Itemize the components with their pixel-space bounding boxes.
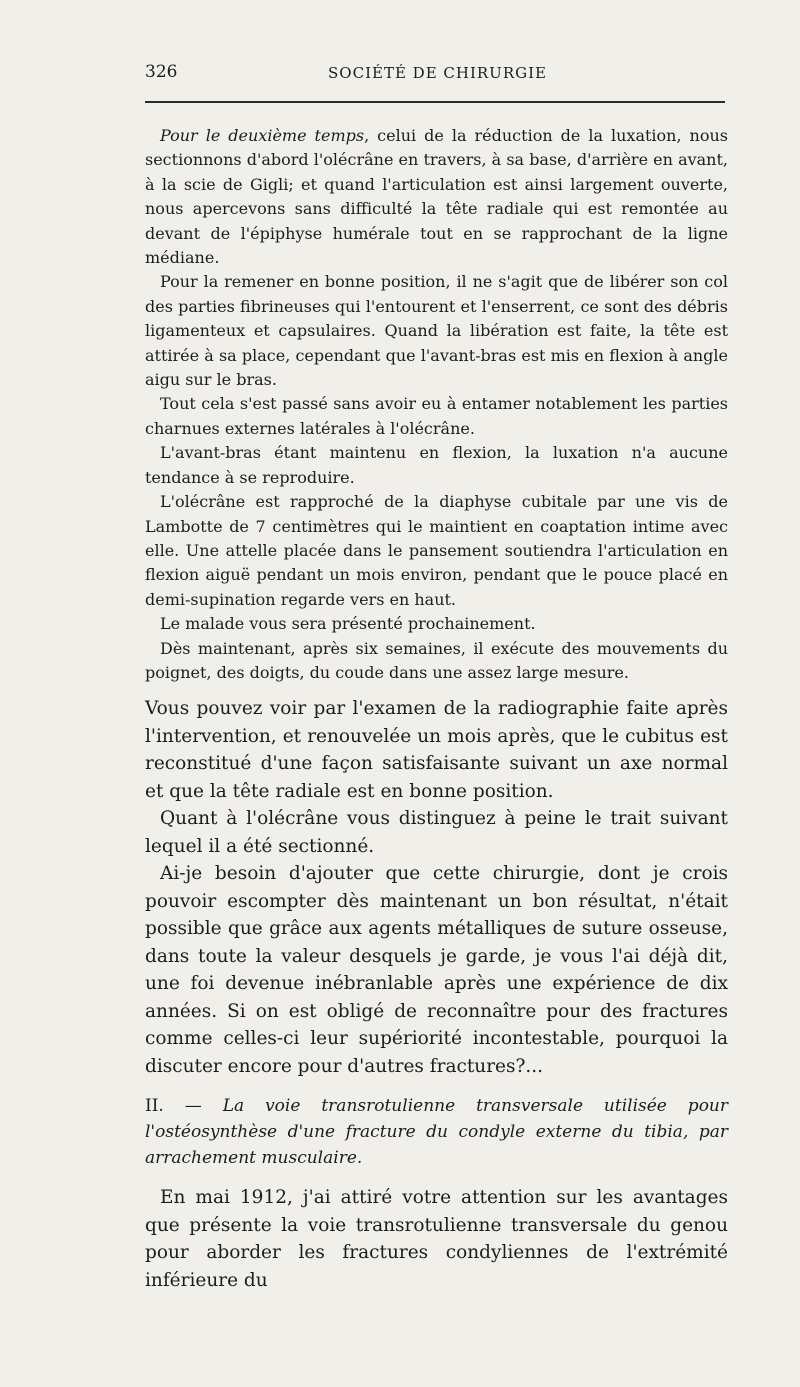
paragraph: Le malade vous sera présenté prochainement. bbox=[160, 614, 536, 634]
section-number: II. — bbox=[145, 1096, 223, 1116]
paragraph: Dès maintenant, après six semaines, il exécute des mouvements du poignet, des doigts, du coude dans une assez large mesure. bbox=[145, 638, 728, 682]
page-number: 326 bbox=[145, 62, 178, 82]
header-rule bbox=[145, 101, 725, 103]
section-title: La voie transrotulienne transversale utilisée pour l'ostéosynthèse d'une fracture du condyle externe du tibia, par arrachement musculaire. bbox=[145, 1096, 728, 1168]
paragraph: Ai-je besoin d'ajouter que cette chirurgie, dont je crois pouvoir escompter dès maintenant un bon résultat, n'était possible que grâce aux agents métalliques de suture osseuse, dans toute la valeur desquels je garde, je vous l'ai déjà dit, une foi devenue inébranlable après une expérience de dix années. Si on est obligé de reconnaître pour des fractures comme celles-ci leur supériorité incontestable, pourquoi la discuter encore pour d'autres fractures?... bbox=[145, 863, 728, 1077]
paragraph: Vous pouvez voir par l'examen de la radiographie faite après l'intervention, et renouvelée un mois après, que le cubitus est reconstitué d'une façon satisfaisante suivant un axe normal et que la tête radiale est en bonne position. bbox=[145, 698, 728, 802]
paragraph: L'olécrâne est rapproché de la diaphyse cubitale par une vis de Lambotte de 7 centimètres qui le maintient en coaptation intime avec elle. Une attelle placée dans le pansement soutiendra l'articulation en flexion aiguë pendant un mois environ, pendant que le pouce placé en demi-supination regarde vers en haut. bbox=[145, 492, 728, 609]
paragraph bbox=[145, 124, 728, 270]
running-title: SOCIÉTÉ DE CHIRURGIE bbox=[328, 64, 547, 82]
paragraph: L'avant-bras étant maintenu en flexion, la luxation n'a aucune tendance à se reproduire. bbox=[145, 443, 728, 487]
paragraph: Tout cela s'est passé sans avoir eu à entamer notablement les parties charnues externes latérales à l'olécrâne. bbox=[145, 394, 728, 438]
paragraph: Quant à l'olécrâne vous distinguez à peine le trait suivant lequel il a été sectionné. bbox=[145, 808, 728, 857]
discussion bbox=[145, 695, 728, 1080]
italic-phrase: Pour le deuxième temps bbox=[160, 126, 365, 145]
paragraph: Pour la remener en bonne position, il ne s'agit que de libérer son col des parties fibrineuses qui l'entourent et l'enserrent, ce sont des débris ligamenteux et capsulaires. Quand la libération est faite, la tête est attirée à sa place, cependant que l'avant-bras est mis en flexion à angle aigu sur le bras. bbox=[145, 272, 728, 390]
paragraph: En mai 1912, j'ai attiré votre attention sur les avantages que présente la voie transrotulienne transversale du genou pour aborder les fractures condyliennes de l'extrémité inférieure du bbox=[145, 1187, 728, 1291]
case-description bbox=[145, 124, 728, 685]
section-body bbox=[145, 1184, 728, 1294]
paragraph-text: , celui de la réduction de la luxation, nous sectionnons d'abord l'olécrâne en travers, à sa base, d'arrière en avant, à la scie de Gigli; et quand l'articulation est ainsi largement ouverte, nous apercevons sans difficulté la tête radiale qui est remontée au devant de l'épiphyse humérale tout en se rapprochant de la ligne médiane. bbox=[145, 126, 729, 268]
page-header bbox=[145, 62, 730, 86]
section-heading bbox=[145, 1093, 728, 1171]
